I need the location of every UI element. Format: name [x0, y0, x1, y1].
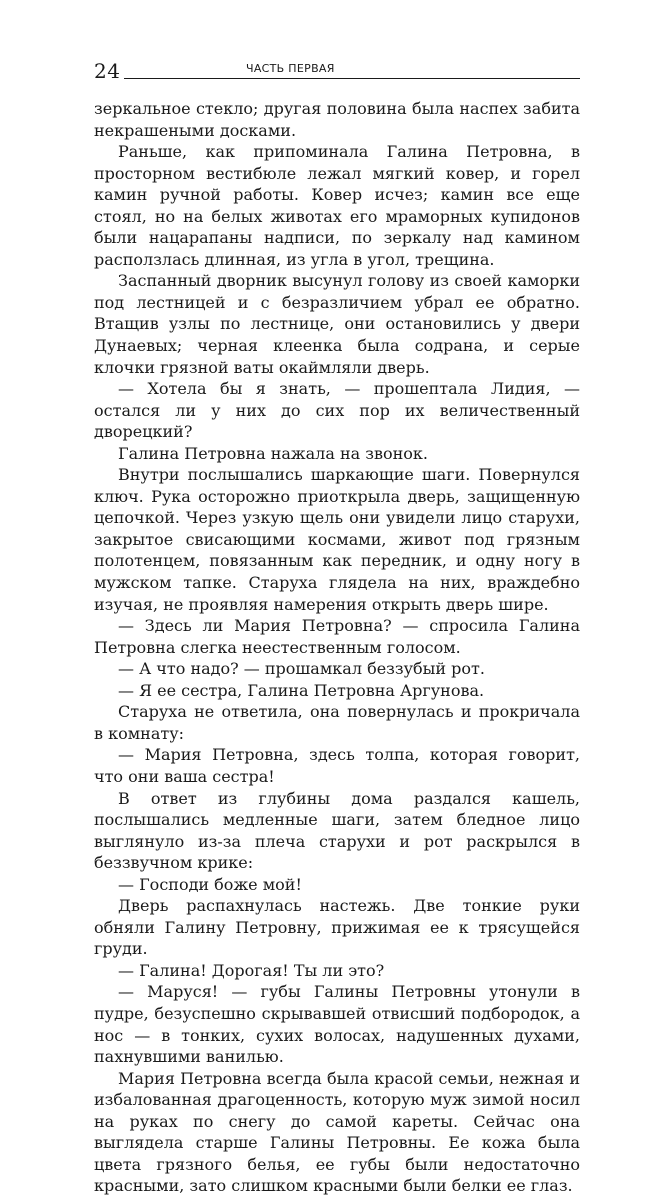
dialogue-line: — Я ее сестра, Галина Петровна Аргунова.	[118, 680, 485, 700]
page-number: 24	[94, 59, 121, 83]
dialogue-line: — Галина! Дорогая! Ты ли это?	[118, 960, 385, 980]
paragraph: Заспанный дворник высунул голову из своей каморки под лестницей и с безразличием убрал ее обратно. Втащив узлы по лестнице, они остановились у двери Дунаевых; черная клеенка была содрана, и серые клочки грязной ваты окаймляли дверь.	[94, 271, 580, 377]
paragraph: В ответ из глубины дома раздался кашель, послышались медленные шаги, затем бледное лицо выглянуло из-за плеча старухи и рот раскрылся в беззвучном крике:	[94, 788, 580, 873]
dialogue-line: — Господи боже мой!	[118, 874, 302, 894]
header-rule	[124, 78, 580, 79]
paragraph-continued: зеркальное стекло; другая половина была наспех забита некрашеными досками.	[94, 99, 580, 140]
paragraph: Мария Петровна всегда была красой семьи, нежная и избалованная драгоценность, которую муж зимой носил на руках по снегу до самой кареты. Сейчас она выглядела старше Галины Петровны. Ее кожа была цвета грязного белья, ее губы были недостаточно красными, зато слишком красными были белки ее глаз.	[94, 1068, 580, 1196]
paragraph: Галина Петровна нажала на звонок.	[118, 443, 428, 463]
paragraph: Дверь распахнулась настежь. Две тонкие руки обняли Галину Петровну, прижимая ее к трясущейся груди.	[94, 896, 580, 959]
paragraph: Внутри послышались шаркающие шаги. Повернулся ключ. Рука осторожно приоткрыла дверь, защищенную цепочкой. Через узкую щель они увидели лицо старухи, закрытое свисающими космами, живот под грязным полотенцем, повязанным как передник, и одну ногу в мужском тапке. Старуха глядела на них, враждебно изучая, не проявляя намерения открыть дверь шире.	[94, 465, 580, 614]
paragraph: Старуха не ответила, она повернулась и прокричала в комнату:	[94, 702, 580, 743]
body-text	[94, 98, 580, 1197]
dialogue-line: — Маруся! — губы Галины Петровны утонули в пудре, безуспешно скрывавшей отвисший подбородок, а нос — в тонких, сухих волосах, надушенных духами, пахнувшими ванилью.	[94, 982, 580, 1067]
dialogue-line: — Мария Петровна, здесь толпа, которая говорит, что они ваша сестра!	[94, 745, 580, 786]
dialogue-line: — Здесь ли Мария Петровна? — спросила Галина Петровна слегка неестественным голосом.	[94, 616, 580, 657]
dialogue-line: — А что надо? — прошамкал беззубый рот.	[118, 659, 485, 679]
running-head	[94, 58, 580, 84]
dialogue-line: — Хотела бы я знать, — прошептала Лидия, — остался ли у них до сих пор их величественный дворецкий?	[94, 379, 580, 442]
paragraph: Раньше, как припоминала Галина Петровна, в просторном вестибюле лежал мягкий ковер, и горел камин ручной работы. Ковер исчез; камин все еще стоял, но на белых животах его мраморных купидонов были нацарапаны надписи, по зеркалу над камином расползлась длинная, из угла в угол, трещина.	[94, 142, 580, 269]
section-title: ЧАСТЬ ПЕРВАЯ	[246, 62, 335, 75]
